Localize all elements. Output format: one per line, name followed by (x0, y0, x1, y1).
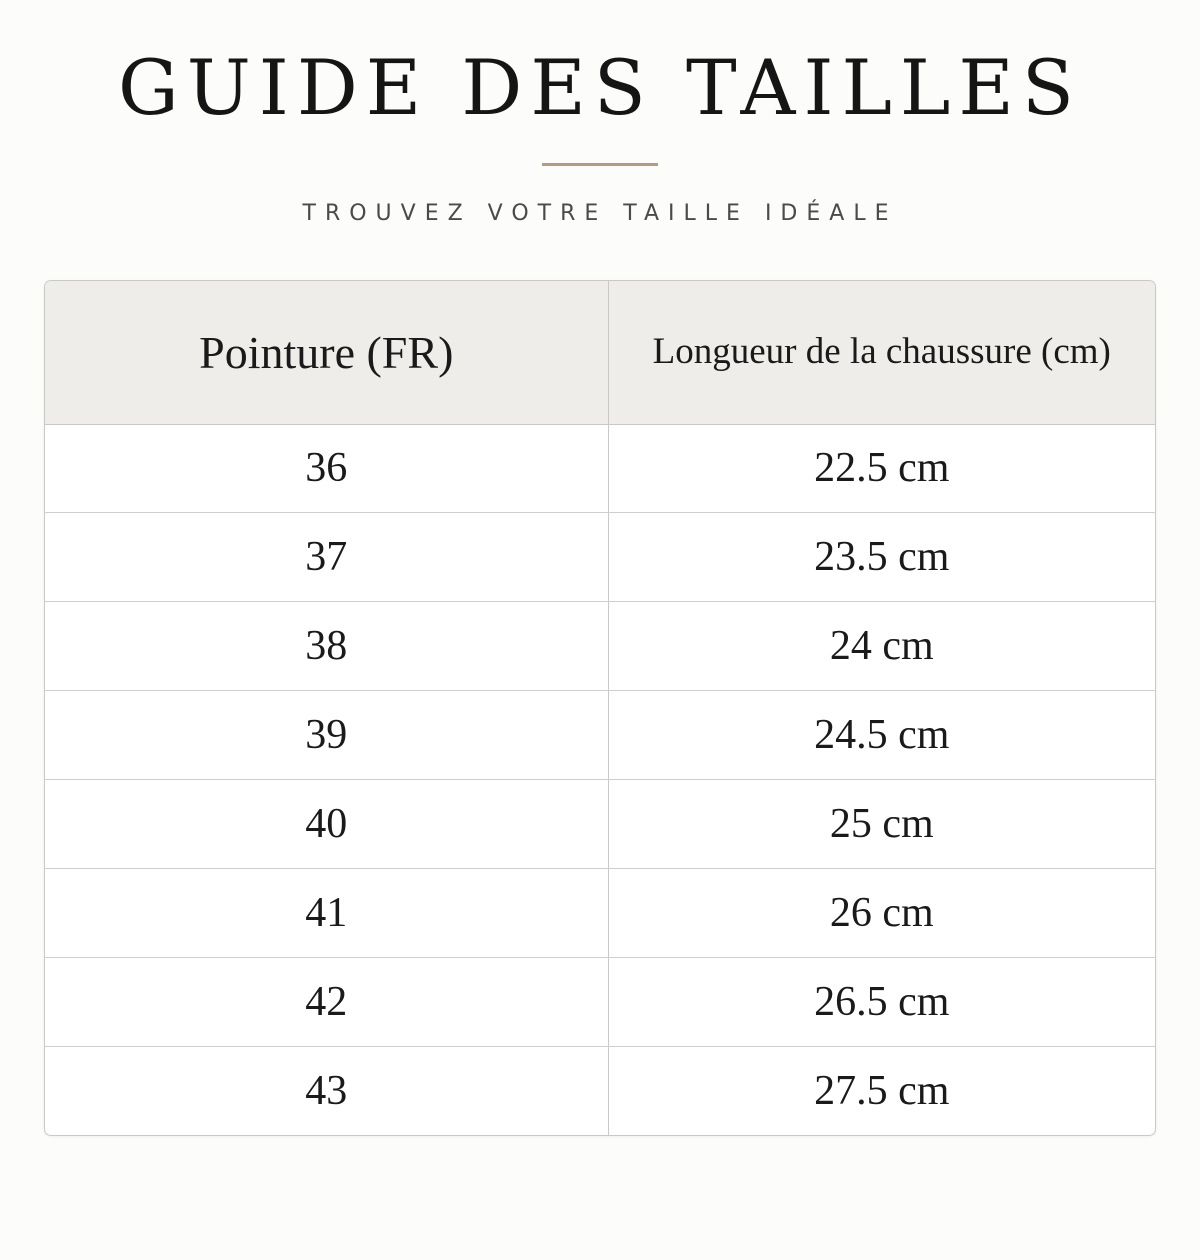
length-cell: 24 cm (608, 602, 1155, 691)
length-cell: 23.5 cm (608, 513, 1155, 602)
length-cell: 22.5 cm (608, 424, 1155, 513)
length-cell: 27.5 cm (814, 1067, 950, 1114)
table-row (45, 780, 1155, 869)
table-row (45, 602, 1155, 691)
column-header-size: Pointure (FR) (45, 281, 608, 424)
size-cell: 43 (45, 1046, 608, 1135)
table-row (45, 1046, 1155, 1135)
size-cell: 37 (45, 513, 608, 602)
table-row (45, 424, 1155, 513)
size-cell: 38 (45, 602, 608, 691)
size-cell: 41 (45, 868, 608, 957)
table-row (45, 868, 1155, 957)
page-title: GUIDE DES TAILLES (118, 43, 1082, 132)
table-row (45, 691, 1155, 780)
length-cell: 26.5 cm (608, 957, 1155, 1046)
length-cell: 25 cm (608, 780, 1155, 869)
size-cell: 40 (45, 780, 608, 869)
page-subtitle: TROUVEZ VOTRE TAILLE IDÉALE (302, 201, 898, 226)
length-cell: 24.5 cm (608, 691, 1155, 780)
table-header-row (45, 281, 1155, 424)
title-divider (542, 163, 658, 166)
size-cell: 39 (45, 691, 608, 780)
size-cell: 42 (45, 957, 608, 1046)
column-header-length: Longueur de la chaussure (cm) (608, 281, 1155, 424)
size-guide-table (45, 281, 1155, 1135)
table-row (45, 513, 1155, 602)
table-row (45, 957, 1155, 1046)
size-cell: 36 (45, 424, 608, 513)
size-guide-table-container (44, 280, 1156, 1136)
length-cell: 26 cm (608, 868, 1155, 957)
